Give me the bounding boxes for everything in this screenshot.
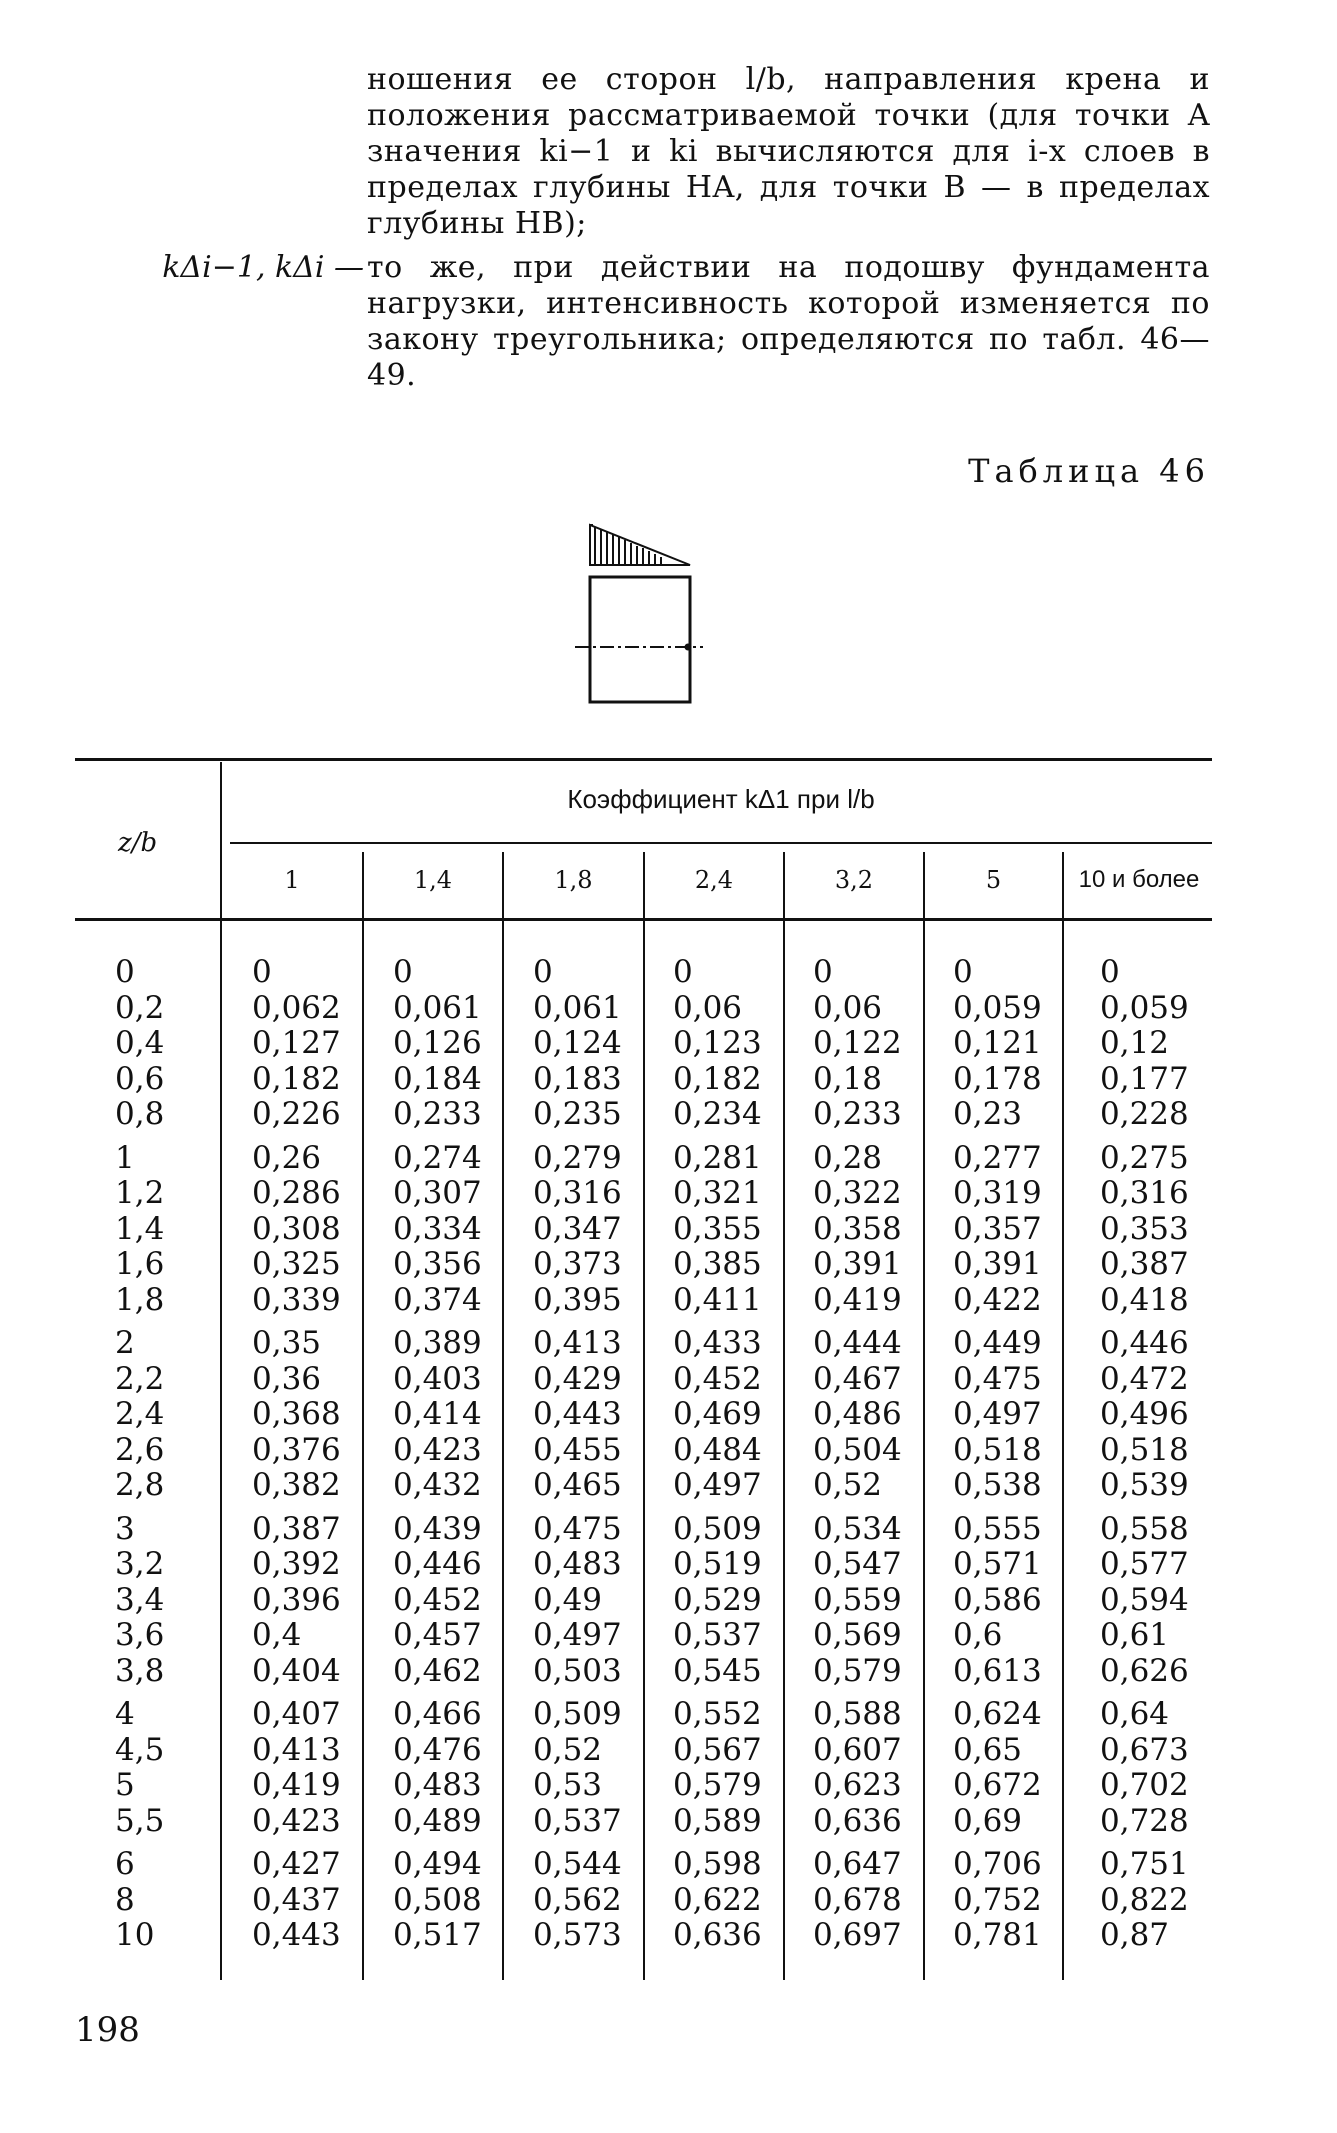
table-cell: 0,286 <box>252 1175 341 1211</box>
zb-cell: 3,8 <box>115 1652 165 1689</box>
table-cell: 0,308 <box>252 1210 341 1247</box>
value-column <box>813 955 902 1954</box>
table-cell: 0,544 <box>533 1846 622 1882</box>
table-cell: 0 <box>252 954 272 990</box>
table-cell: 0,28 <box>813 1139 883 1176</box>
table-cell: 0,467 <box>813 1360 902 1397</box>
table-cell: 0,534 <box>813 1510 902 1547</box>
table-cell: 0,419 <box>813 1281 902 1318</box>
table-cell: 0,423 <box>252 1802 341 1839</box>
column-header: 3,2 <box>834 866 874 894</box>
table-cell: 0,404 <box>252 1652 341 1689</box>
table-cell: 0,504 <box>813 1431 902 1468</box>
footing-rectangle-icon <box>575 577 703 702</box>
table-cell: 0,368 <box>252 1396 341 1432</box>
table-cell: 0,182 <box>252 1060 341 1097</box>
table-cell: 0,433 <box>673 1325 762 1361</box>
zb-cell: 3,2 <box>115 1546 165 1582</box>
zb-cell: 1,6 <box>115 1246 165 1282</box>
table-cell: 0,483 <box>533 1546 622 1582</box>
table-cell: 0,382 <box>252 1467 341 1503</box>
table-cell: 0,673 <box>1100 1731 1189 1768</box>
table-cell: 0,518 <box>1100 1431 1189 1468</box>
table-cell: 0,374 <box>393 1281 482 1318</box>
table-cell: 0,672 <box>953 1767 1042 1803</box>
table-cell: 0,69 <box>953 1802 1023 1839</box>
table-cell: 0,413 <box>252 1731 341 1768</box>
zb-cell: 1,8 <box>115 1281 165 1318</box>
table-cell: 0,407 <box>252 1696 341 1732</box>
table-cell: 0,636 <box>673 1917 762 1953</box>
table-cell: 0 <box>393 954 413 990</box>
table-cell: 0,517 <box>393 1917 482 1953</box>
table-cell: 0,427 <box>252 1846 341 1882</box>
table-cell: 0,432 <box>393 1467 482 1503</box>
table-cell: 0,122 <box>813 1025 902 1061</box>
table-cell: 0,439 <box>393 1510 482 1547</box>
zb-cell: 3 <box>115 1510 135 1547</box>
table-cell: 0,781 <box>953 1917 1042 1953</box>
zb-cell: 6 <box>115 1846 135 1882</box>
table-cell: 0,589 <box>673 1802 762 1839</box>
table-cell: 0 <box>533 954 553 990</box>
col-divider <box>220 762 222 1980</box>
table-cell: 0,503 <box>533 1652 622 1689</box>
table-cell: 0,443 <box>533 1396 622 1432</box>
table-cell: 0,469 <box>673 1396 762 1432</box>
table-cell: 0,178 <box>953 1060 1042 1097</box>
table-cell: 0,751 <box>1100 1846 1189 1882</box>
table-cell: 0,647 <box>813 1846 902 1882</box>
table-cell: 0,356 <box>393 1246 482 1282</box>
table-cell: 0,475 <box>953 1360 1042 1397</box>
table-cell: 0,559 <box>813 1581 902 1618</box>
table-cell: 0,579 <box>673 1767 762 1803</box>
zb-cell: 1,2 <box>115 1175 165 1211</box>
table-cell: 0,443 <box>252 1917 341 1953</box>
table-cell: 0,555 <box>953 1510 1042 1547</box>
table-cell: 0,538 <box>953 1467 1042 1503</box>
zb-cell: 0 <box>115 954 135 990</box>
table-cell: 0,411 <box>673 1281 762 1318</box>
table-cell: 0,281 <box>673 1139 762 1176</box>
table-cell: 0,183 <box>533 1060 622 1097</box>
table-cell: 0,52 <box>533 1731 603 1768</box>
column-header: 1 <box>284 866 300 894</box>
table-cell: 0,607 <box>813 1731 902 1768</box>
zb-cell: 2 <box>115 1325 135 1361</box>
table-cell: 0,182 <box>673 1060 762 1097</box>
table-cell: 0,124 <box>533 1025 622 1061</box>
table-cell: 0,274 <box>393 1139 482 1176</box>
column-header: 2,4 <box>694 866 734 894</box>
zb-cell: 3,6 <box>115 1617 165 1653</box>
table-cell: 0,357 <box>953 1210 1042 1247</box>
table-cell: 0,622 <box>673 1881 762 1918</box>
zb-cell: 0,4 <box>115 1025 165 1061</box>
table-cell: 0,319 <box>953 1175 1042 1211</box>
table-cell: 0,234 <box>673 1096 762 1132</box>
table-cell: 0,678 <box>813 1881 902 1918</box>
table-cell: 0,446 <box>1100 1325 1189 1361</box>
table-cell: 0,373 <box>533 1246 622 1282</box>
zb-cell: 0,2 <box>115 989 165 1026</box>
table-cell: 0,465 <box>533 1467 622 1503</box>
value-column <box>1100 955 1189 1954</box>
table-cell: 0,347 <box>533 1210 622 1247</box>
table-cell: 0,489 <box>393 1802 482 1839</box>
zb-cell: 8 <box>115 1881 135 1918</box>
table-cell: 0,395 <box>533 1281 622 1318</box>
table-cell: 0,702 <box>1100 1767 1189 1803</box>
table-cell: 0,577 <box>1100 1546 1189 1582</box>
table-cell: 0,334 <box>393 1210 482 1247</box>
table-cell: 0,376 <box>252 1431 341 1468</box>
table-cell: 0,822 <box>1100 1881 1189 1918</box>
table-cell: 0,539 <box>1100 1467 1189 1503</box>
value-column <box>953 955 1042 1954</box>
table-cell: 0,61 <box>1100 1617 1170 1653</box>
triangle-load-icon <box>590 525 690 565</box>
zb-cell: 2,4 <box>115 1396 165 1432</box>
table-cell: 0,385 <box>673 1246 762 1282</box>
table-cell: 0,325 <box>252 1246 341 1282</box>
intro-text <box>367 62 1210 242</box>
table-cell: 0,494 <box>393 1846 482 1882</box>
table-cell: 0,472 <box>1100 1360 1189 1397</box>
zb-cell: 5,5 <box>115 1802 165 1839</box>
table-cell: 0,573 <box>533 1917 622 1953</box>
table-cell: 0,636 <box>813 1802 902 1839</box>
value-column <box>533 955 622 1954</box>
table-cell: 0,65 <box>953 1731 1023 1768</box>
table-cell: 0,64 <box>1100 1696 1170 1732</box>
table-cell: 0,624 <box>953 1696 1042 1732</box>
col-divider <box>783 852 785 1980</box>
table-top-rule <box>75 758 1212 761</box>
table-cell: 0,706 <box>953 1846 1042 1882</box>
table-cell: 0,49 <box>533 1581 603 1618</box>
table-cell: 0,509 <box>673 1510 762 1547</box>
table-cell: 0,4 <box>252 1617 302 1653</box>
subheader-rule <box>230 842 1212 844</box>
table-cell: 0,466 <box>393 1696 482 1732</box>
column-header: 1,8 <box>554 866 593 894</box>
table-cell: 0,547 <box>813 1546 902 1582</box>
value-column <box>252 955 341 1954</box>
column-header: 1,4 <box>413 866 453 894</box>
zb-cell: 2,2 <box>115 1360 165 1397</box>
table-cell: 0,279 <box>533 1139 622 1176</box>
table-cell: 0,52 <box>813 1467 883 1503</box>
table-cell: 0,321 <box>673 1175 762 1211</box>
table-cell: 0,12 <box>1100 1025 1170 1061</box>
table-cell: 0,508 <box>393 1881 482 1918</box>
zb-column <box>115 955 164 1954</box>
table-cell: 0,623 <box>813 1767 902 1803</box>
table-cell: 0,452 <box>393 1581 482 1618</box>
table-cell: 0,339 <box>252 1281 341 1318</box>
table-cell: 0,419 <box>252 1767 341 1803</box>
table-cell: 0,35 <box>252 1325 322 1361</box>
table-cell: 0,391 <box>813 1246 902 1282</box>
column-header: 5 <box>985 866 1002 894</box>
table-cell: 0,567 <box>673 1731 762 1768</box>
table-cell: 0,569 <box>813 1617 902 1653</box>
table-cell: 0,18 <box>813 1060 883 1097</box>
table-cell: 0,235 <box>533 1096 622 1132</box>
table-cell: 0,552 <box>673 1696 762 1732</box>
coefficient-header: Коэффициент kΔ1 при l/b <box>567 784 875 814</box>
zb-cell: 1,4 <box>115 1210 165 1247</box>
table-cell: 0,123 <box>673 1025 762 1061</box>
value-column <box>673 955 762 1954</box>
table-cell: 0,579 <box>813 1652 902 1689</box>
table-cell: 0,418 <box>1100 1281 1189 1318</box>
zb-header: z/b <box>118 828 158 858</box>
table-cell: 0,275 <box>1100 1139 1189 1176</box>
table-cell: 0,316 <box>1100 1175 1189 1211</box>
table-cell: 0,322 <box>813 1175 902 1211</box>
value-column <box>393 955 482 1954</box>
zb-cell: 3,4 <box>115 1581 165 1618</box>
col-divider <box>643 852 645 1980</box>
zb-cell: 4 <box>115 1696 135 1732</box>
table-cell: 0,061 <box>533 989 622 1026</box>
table-cell: 0,177 <box>1100 1060 1189 1097</box>
table-cell: 0,53 <box>533 1767 603 1803</box>
table-cell: 0,23 <box>953 1096 1023 1132</box>
table-cell: 0,697 <box>813 1917 902 1953</box>
table-cell: 0 <box>673 954 693 990</box>
table-cell: 0,396 <box>252 1581 341 1618</box>
table-cell: 0,484 <box>673 1431 762 1468</box>
zb-cell: 0,6 <box>115 1060 165 1097</box>
table-cell: 0,462 <box>393 1652 482 1689</box>
table-cell: 0,476 <box>393 1731 482 1768</box>
table-cell: 0,509 <box>533 1696 622 1732</box>
table-cell: 0,059 <box>953 989 1042 1026</box>
table-cell: 0,519 <box>673 1546 762 1582</box>
table-cell: 0,233 <box>393 1096 482 1132</box>
col-divider <box>502 852 504 1980</box>
table-cell: 0,121 <box>953 1025 1042 1061</box>
page-number: 198 <box>75 2010 140 2050</box>
table-cell: 0,558 <box>1100 1510 1189 1547</box>
table-cell: 0,87 <box>1100 1917 1170 1953</box>
table-cell: 0,358 <box>813 1210 902 1247</box>
table-cell: 0,752 <box>953 1881 1042 1918</box>
definition-symbol: kΔi−1, kΔi — <box>162 250 364 285</box>
table-cell: 0,36 <box>252 1360 322 1397</box>
column-header: 10 и более <box>1078 866 1200 893</box>
table-cell: 0,061 <box>393 989 482 1026</box>
table-cell: 0,588 <box>813 1696 902 1732</box>
table-cell: 0,06 <box>813 989 883 1026</box>
table-cell: 0,413 <box>533 1325 622 1361</box>
table-cell: 0,518 <box>953 1431 1042 1468</box>
table-cell: 0,429 <box>533 1360 622 1397</box>
table-cell: 0,586 <box>953 1581 1042 1618</box>
table-cell: 0,497 <box>953 1396 1042 1432</box>
zb-cell: 2,8 <box>115 1467 165 1503</box>
col-divider <box>923 852 925 1980</box>
definition-text: то же, при действии на подошву фундамента нагрузки, интенсивность которой изменяется по закону треугольника; определяются по табл. 46—49. <box>367 250 1210 393</box>
table-cell: 0,233 <box>813 1096 902 1132</box>
table-cell: 0,537 <box>533 1802 622 1839</box>
table-cell: 0,392 <box>252 1546 341 1582</box>
table-cell: 0,598 <box>673 1846 762 1882</box>
table-cell: 0,537 <box>673 1617 762 1653</box>
table-cell: 0,391 <box>953 1246 1042 1282</box>
table-cell: 0,26 <box>252 1139 322 1176</box>
table-caption: Таблица 46 <box>968 452 1210 490</box>
col-divider <box>362 852 364 1980</box>
table-cell: 0,475 <box>533 1510 622 1547</box>
table-cell: 0,6 <box>953 1617 1003 1653</box>
table-cell: 0,414 <box>393 1396 482 1432</box>
table-cell: 0,389 <box>393 1325 482 1361</box>
table-cell: 0,444 <box>813 1325 902 1361</box>
table-cell: 0,455 <box>533 1431 622 1468</box>
table-cell: 0,452 <box>673 1360 762 1397</box>
table-cell: 0,594 <box>1100 1581 1189 1618</box>
table-cell: 0,387 <box>1100 1246 1189 1282</box>
table-cell: 0,486 <box>813 1396 902 1432</box>
table-cell: 0,562 <box>533 1881 622 1918</box>
table-cell: 0,497 <box>673 1467 762 1503</box>
table-cell: 0,423 <box>393 1431 482 1468</box>
table-cell: 0,316 <box>533 1175 622 1211</box>
load-diagram <box>575 515 725 715</box>
table-cell: 0,626 <box>1100 1652 1189 1689</box>
zb-cell: 0,8 <box>115 1096 165 1132</box>
table-cell: 0,483 <box>393 1767 482 1803</box>
table-cell: 0,127 <box>252 1025 341 1061</box>
col-divider <box>1062 852 1064 1980</box>
table-cell: 0,446 <box>393 1546 482 1582</box>
table-cell: 0,497 <box>533 1617 622 1653</box>
table-cell: 0,355 <box>673 1210 762 1247</box>
intro-paragraph: ношения ее сторон l/b, направления крена и положения рассматриваемой точки (для точки A значения ki−1 и ki вычисляются для i-х слоев в пределах глубины HA, для точки B — в пределах глубины HB); <box>367 62 1210 241</box>
table-cell: 0,403 <box>393 1360 482 1397</box>
table-cell: 0 <box>813 954 833 990</box>
zb-cell: 2,6 <box>115 1431 165 1468</box>
table-cell: 0,06 <box>673 989 743 1026</box>
table-cell: 0,059 <box>1100 989 1189 1026</box>
table-cell: 0,496 <box>1100 1396 1189 1432</box>
table-cell: 0,457 <box>393 1617 482 1653</box>
table-cell: 0,353 <box>1100 1210 1189 1247</box>
table-cell: 0,571 <box>953 1546 1042 1582</box>
zb-cell: 10 <box>115 1917 155 1953</box>
table-cell: 0,228 <box>1100 1096 1189 1132</box>
table-cell: 0,226 <box>252 1096 341 1132</box>
table-cell: 0,307 <box>393 1175 482 1211</box>
table-cell: 0,422 <box>953 1281 1042 1318</box>
table-cell: 0,062 <box>252 989 341 1026</box>
table-cell: 0,545 <box>673 1652 762 1689</box>
table-cell: 0,126 <box>393 1025 482 1061</box>
table-cell: 0,387 <box>252 1510 341 1547</box>
table-cell: 0,437 <box>252 1881 341 1918</box>
zb-cell: 1 <box>115 1139 135 1176</box>
zb-cell: 4,5 <box>115 1731 165 1768</box>
table-cell: 0,529 <box>673 1581 762 1618</box>
table-cell: 0,613 <box>953 1652 1042 1689</box>
table-cell: 0,184 <box>393 1060 482 1097</box>
table-cell: 0 <box>953 954 973 990</box>
table-cell: 0,277 <box>953 1139 1042 1176</box>
table-cell: 0,449 <box>953 1325 1042 1361</box>
table-cell: 0,728 <box>1100 1802 1189 1839</box>
zb-cell: 5 <box>115 1767 135 1803</box>
table-cell: 0 <box>1100 954 1120 990</box>
